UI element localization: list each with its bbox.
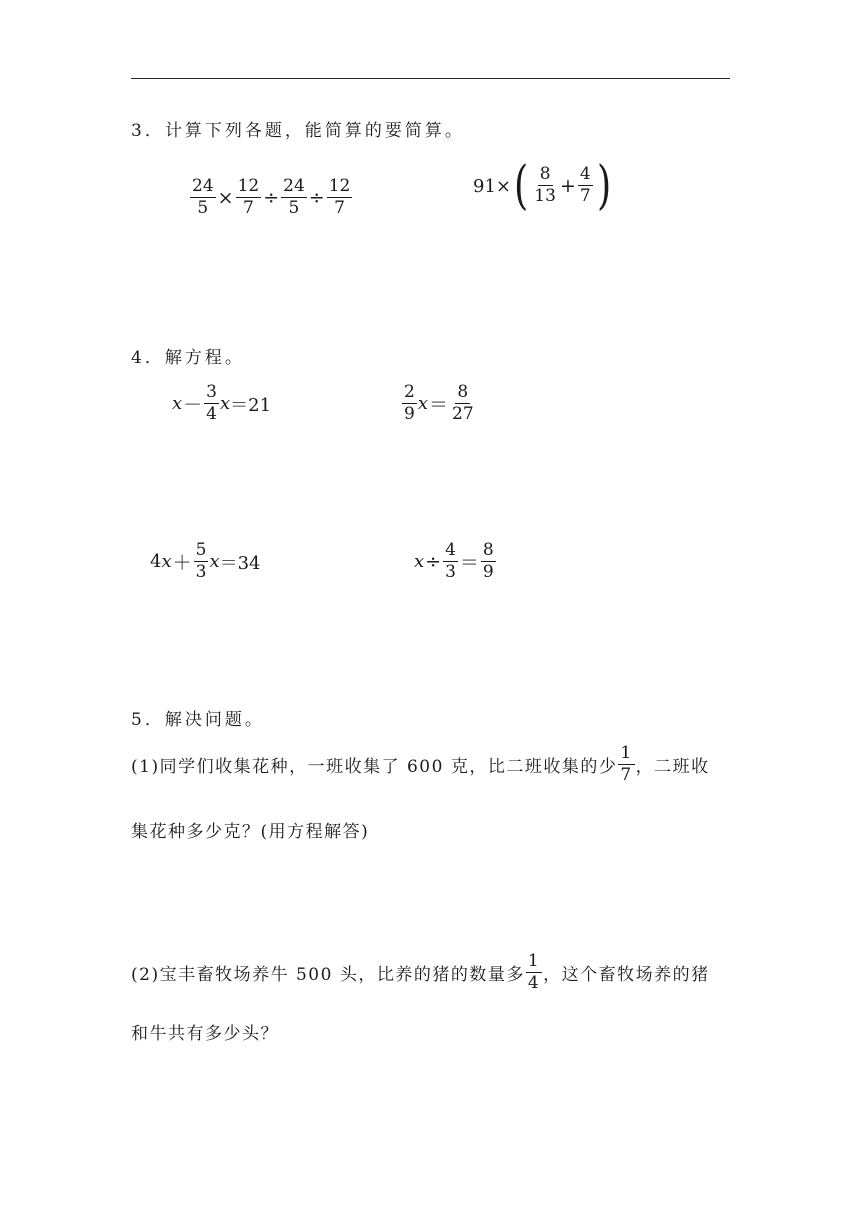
- problem-2-line-2: 和牛共有多少头？: [131, 1024, 279, 1044]
- header-rule: [131, 78, 730, 79]
- fraction: $\frac{1}{4}$: [527, 951, 541, 993]
- fraction: $\frac{5}{3}$: [195, 540, 207, 582]
- fraction: $\frac{8}{13}$: [534, 164, 556, 206]
- equation-4: x ÷ $\frac{4}{3}$ ＝ $\frac{8}{9}$: [414, 540, 494, 582]
- problem-2-line-1: (2)宝丰畜牧场养牛 500 头，比养的猪的数量多 $\frac{1}{4}$ ，这个畜牧场养的猪: [131, 951, 710, 993]
- fraction: $\frac{24}{5}$: [192, 176, 214, 218]
- equation-1: x － $\frac{3}{4}$ x ＝21: [172, 382, 272, 424]
- fraction: $\frac{1}{7}$: [620, 743, 633, 785]
- right-parenthesis: ): [596, 156, 611, 216]
- fraction: $\frac{4}{7}$: [579, 164, 591, 206]
- calc-expression-2: 91× ( $\frac{8}{13}$ + $\frac{4}{7}$ ): [473, 156, 611, 216]
- problem-1-line-1: (1)同学们收集花种，一班收集了 600 克，比二班收集的少 $\frac{1}{7}$ ，二班收: [131, 743, 710, 785]
- left-parenthesis: (: [514, 156, 529, 216]
- fraction: $\frac{24}{5}$: [283, 176, 305, 218]
- calc-expression-1: [189, 178, 353, 218]
- fraction: $\frac{12}{7}$: [237, 176, 260, 218]
- divide-operator: ÷: [308, 186, 325, 209]
- section-4-heading: 4．解方程。: [131, 348, 245, 368]
- equation-3: 4 x ＋ $\frac{5}{3}$ x ＝34: [150, 540, 261, 582]
- fraction: $\frac{2}{9}$: [404, 382, 415, 424]
- plus-operator: +: [559, 175, 576, 197]
- problem-1-line-2: 集花种多少克？(用方程解答): [131, 822, 370, 842]
- times-operator: ×: [217, 186, 234, 209]
- fraction: $\frac{8}{9}$: [482, 540, 494, 582]
- equation-2: $\frac{2}{9}$ x ＝ $\frac{8}{27}$: [404, 382, 474, 424]
- fraction: $\frac{8}{27}$: [452, 382, 474, 424]
- section-3-heading: 3．计算下列各题，能简算的要简算。: [131, 121, 465, 141]
- fraction: $\frac{3}{4}$: [206, 382, 217, 424]
- divide-operator: ÷: [263, 186, 280, 209]
- section-5-heading: 5．解决问题。: [131, 710, 265, 730]
- fraction: $\frac{4}{3}$: [445, 540, 456, 582]
- fraction: $\frac{12}{7}$: [328, 176, 351, 218]
